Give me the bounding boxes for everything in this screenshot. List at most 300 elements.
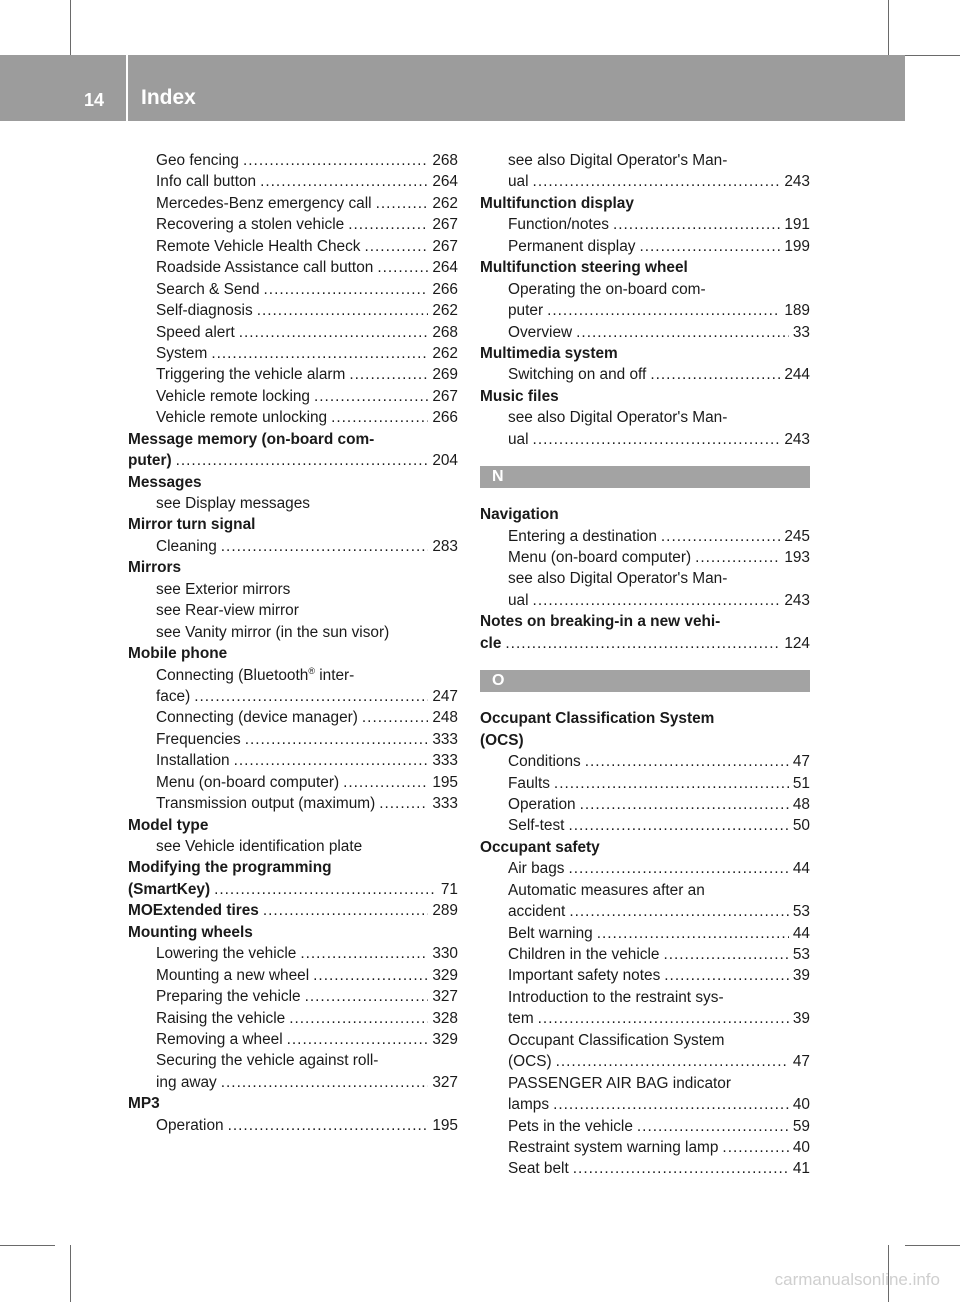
dot-leader (639, 236, 780, 257)
entry-text: accident (508, 903, 566, 921)
index-entry (128, 1115, 458, 1136)
entry-text: see Display messages (156, 495, 310, 512)
page-reference: 267 (432, 237, 458, 255)
index-entry (128, 493, 458, 514)
entry-text: see also Digital Operator's Man- (508, 152, 728, 169)
dot-leader (214, 879, 437, 900)
entry-text: Connecting (device manager) (156, 709, 358, 727)
crop-mark (0, 1245, 55, 1246)
dot-leader (314, 386, 428, 407)
dot-leader (573, 1158, 789, 1179)
index-heading (480, 837, 810, 858)
section-letter-bar: N (480, 466, 810, 488)
page-reference: 53 (792, 946, 810, 963)
page-reference: 262 (432, 344, 458, 362)
entry-text: Switching on and off (508, 366, 647, 384)
entry-text: face) (156, 687, 191, 705)
index-entry (480, 279, 810, 300)
index-entry (480, 1094, 810, 1115)
page-reference: 269 (432, 366, 458, 384)
dot-leader (313, 965, 428, 986)
index-entry (128, 257, 458, 278)
page-number: 14 (84, 90, 105, 110)
index-entry (128, 665, 458, 686)
dot-leader (379, 793, 428, 814)
index-heading (480, 386, 810, 407)
watermark: carmanualsonline.info (774, 1270, 940, 1289)
entry-text: lamps (508, 1096, 550, 1114)
page-reference: 193 (784, 549, 810, 566)
entry-text: Faults (508, 774, 550, 792)
index-entry (128, 236, 458, 257)
entry-text: Removing a wheel (156, 1030, 283, 1048)
page-reference: 266 (432, 280, 458, 298)
entry-text: MOExtended tires (128, 902, 259, 920)
entry-text: tem (508, 1010, 534, 1028)
page-reference: 195 (432, 773, 458, 791)
entry-text: Mobile phone (128, 645, 228, 663)
dot-leader (343, 772, 428, 793)
entry-text: Children in the vehicle (508, 946, 660, 963)
entry-text: puter) (128, 452, 172, 470)
index-entry (128, 1050, 458, 1071)
page-reference: 264 (432, 259, 458, 277)
index-entry (128, 1008, 458, 1029)
index-entry (480, 773, 810, 794)
index-entry (480, 429, 810, 450)
index-entry (128, 1072, 458, 1093)
dot-leader (194, 686, 428, 707)
index-heading (128, 557, 458, 578)
page-title: Index (141, 86, 196, 109)
index-heading (128, 879, 458, 900)
dot-leader (221, 536, 429, 557)
index-entry (480, 547, 810, 568)
index-heading (480, 504, 810, 525)
dot-leader (377, 257, 428, 278)
entry-text: Occupant safety (480, 838, 600, 856)
entry-text: Recovering a stolen vehicle (156, 216, 345, 234)
dot-leader (568, 858, 788, 879)
entry-text: Vehicle remote locking (156, 387, 310, 405)
index-entry (480, 364, 810, 385)
page-reference: 51 (792, 774, 810, 792)
dot-leader (553, 1094, 789, 1115)
page-reference: 328 (432, 1009, 458, 1027)
page-reference: 40 (792, 1138, 810, 1156)
dot-leader (264, 279, 429, 300)
index-entry (480, 568, 810, 589)
index-entry (128, 772, 458, 793)
crop-mark (70, 0, 71, 55)
entry-text: ual (508, 430, 529, 448)
dot-leader (533, 429, 781, 450)
index-entry (128, 579, 458, 600)
index-entry (480, 987, 810, 1008)
index-entry (128, 943, 458, 964)
entry-text: Self-diagnosis (156, 302, 253, 320)
entry-text: Introduction to the restraint sys- (508, 988, 724, 1006)
entry-text: Restraint system warning lamp (508, 1138, 719, 1156)
dot-leader (695, 547, 780, 568)
index-entry (480, 407, 810, 428)
page-reference: 244 (784, 366, 810, 384)
entry-text: Info call button (156, 173, 257, 191)
page-reference: 59 (792, 1117, 810, 1135)
entry-text: ual (508, 173, 529, 191)
page-reference: 44 (792, 924, 810, 942)
entry-text: Raising the vehicle (156, 1009, 286, 1027)
index-entry (480, 300, 810, 321)
index-entry (128, 364, 458, 385)
page-reference: 262 (432, 194, 458, 212)
entry-text: Message memory (on-board com- (128, 430, 375, 448)
index-heading (480, 730, 810, 751)
index-heading (480, 633, 810, 654)
dot-leader (349, 364, 428, 385)
entry-text: Entering a destination (508, 527, 657, 545)
index-entry (480, 1030, 810, 1051)
dot-leader (211, 343, 428, 364)
entry-text: see Vehicle identification plate (156, 838, 363, 855)
dot-leader (533, 590, 781, 611)
entry-text: Permanent display (508, 237, 636, 255)
index-entry (480, 1073, 810, 1094)
entry-text: Preparing the vehicle (156, 988, 301, 1006)
entry-text: Multifunction steering wheel (480, 259, 688, 277)
dot-leader (554, 773, 789, 794)
entry-text: Mirror turn signal (128, 516, 256, 534)
dot-leader (176, 450, 429, 471)
dot-leader (289, 1008, 428, 1029)
index-entry (128, 386, 458, 407)
index-heading (480, 343, 810, 364)
entry-text: Navigation (480, 506, 559, 524)
index-entry (128, 622, 458, 643)
entry-text: Automatic measures after an (508, 881, 705, 899)
index-entry (128, 750, 458, 771)
page-reference: 248 (432, 709, 458, 727)
index-heading (128, 857, 458, 878)
dot-leader (239, 322, 429, 343)
entry-text: Messages (128, 473, 202, 491)
dot-leader (576, 322, 789, 343)
entry-text: Operation (156, 1116, 224, 1134)
entry-text: Notes on breaking-in a new vehi- (480, 613, 721, 631)
index-entry (128, 193, 458, 214)
entry-text: Overview (508, 323, 573, 341)
page-reference: 333 (432, 730, 458, 748)
page-reference: 283 (432, 537, 458, 555)
page-reference: 327 (432, 988, 458, 1006)
entry-text: Installation (156, 752, 230, 770)
index-heading (480, 257, 810, 278)
entry-text: Lowering the vehicle (156, 945, 297, 963)
index-entry (128, 793, 458, 814)
dot-leader (364, 236, 428, 257)
entry-text: Operation (508, 795, 576, 813)
page-reference: 289 (432, 902, 458, 920)
index-entry (128, 150, 458, 171)
page-reference: 245 (784, 527, 810, 545)
entry-text: Conditions (508, 753, 581, 771)
dot-leader (362, 707, 428, 728)
entry-text: Cleaning (156, 537, 217, 555)
dot-leader (650, 364, 780, 385)
index-entry (128, 322, 458, 343)
entry-text: see Vanity mirror (in the sun visor) (156, 623, 390, 641)
index-heading (128, 514, 458, 535)
entry-text: (OCS) (480, 731, 524, 749)
index-entry (480, 1137, 810, 1158)
entry-text: Speed alert (156, 323, 235, 341)
dot-leader (663, 944, 788, 965)
dot-leader (547, 300, 780, 321)
entry-text: see also Digital Operator's Man- (508, 570, 728, 588)
page-reference: 243 (784, 430, 810, 448)
page-reference: 44 (792, 860, 810, 878)
page-reference: 264 (432, 173, 458, 191)
entry-text: Occupant Classification System (508, 1031, 725, 1049)
page-reference: 247 (432, 687, 458, 705)
index-entry (128, 729, 458, 750)
page-reference: 329 (432, 966, 458, 984)
dot-leader (287, 1029, 429, 1050)
entry-text: Important safety notes (508, 967, 661, 985)
index-entry (480, 901, 810, 922)
page-reference: 124 (784, 634, 810, 652)
dot-leader (300, 943, 428, 964)
index-entry (128, 686, 458, 707)
dot-leader (661, 526, 780, 547)
entry-text: Air bags (508, 860, 565, 878)
page-reference: 268 (432, 152, 458, 169)
page-reference: 262 (432, 302, 458, 320)
page-reference: 327 (432, 1073, 458, 1091)
index-heading (128, 450, 458, 471)
page-reference: 329 (432, 1030, 458, 1048)
dot-leader (585, 751, 789, 772)
page-reference: 47 (792, 753, 810, 771)
index-heading (128, 1093, 458, 1114)
entry-text: see Rear-view mirror (156, 602, 299, 620)
index-entry (480, 858, 810, 879)
index-entry (128, 965, 458, 986)
page-reference: 268 (432, 323, 458, 341)
page-reference: 191 (784, 216, 810, 234)
entry-text: Vehicle remote unlocking (156, 409, 328, 427)
index-entry (128, 214, 458, 235)
index-heading (128, 472, 458, 493)
index-heading (128, 922, 458, 943)
dot-leader (257, 300, 429, 321)
index-entry (480, 815, 810, 836)
entry-text: see also Digital Operator's Man- (508, 409, 728, 427)
index-heading (128, 815, 458, 836)
index-entry (480, 751, 810, 772)
entry-text: (OCS) (508, 1053, 552, 1071)
entry-text: Mounting wheels (128, 923, 253, 941)
index-entry (480, 1116, 810, 1137)
page-reference: 47 (792, 1053, 810, 1071)
dot-leader (243, 150, 428, 171)
index-heading (128, 643, 458, 664)
dot-leader (348, 214, 428, 235)
page-reference: 267 (432, 216, 458, 234)
dot-leader (505, 633, 780, 654)
index-entry (480, 150, 810, 171)
entry-text: Mercedes-Benz emergency call (156, 194, 372, 212)
index-entry (480, 965, 810, 986)
page-reference: 189 (784, 302, 810, 320)
page-reference: 41 (792, 1160, 810, 1178)
entry-text: Modifying the programming (128, 859, 332, 877)
crop-mark (888, 0, 889, 55)
entry-text: Menu (on-board computer) (156, 773, 340, 791)
dot-leader (722, 1137, 788, 1158)
dot-leader (331, 407, 428, 428)
index-entry (128, 300, 458, 321)
entry-text: Operating the on-board com- (508, 280, 706, 298)
index-heading (480, 708, 810, 729)
entry-text: MP3 (128, 1095, 160, 1113)
entry-text: Occupant Classification System (480, 710, 715, 728)
page-reference: 39 (792, 1010, 810, 1028)
page-reference: 204 (432, 452, 458, 470)
page-reference: 195 (432, 1116, 458, 1134)
index-entry (480, 1008, 810, 1029)
page-reference: 53 (792, 903, 810, 921)
index-heading (128, 900, 458, 921)
index-entry (480, 322, 810, 343)
entry-text: Remote Vehicle Health Check (156, 237, 361, 255)
index-entry (128, 1029, 458, 1050)
entry-text: cle (480, 634, 502, 652)
dot-leader (376, 193, 429, 214)
index-entry (128, 343, 458, 364)
entry-text: Music files (480, 387, 559, 405)
entry-text: Mirrors (128, 559, 182, 577)
page-reference: 71 (440, 880, 458, 898)
page-reference: 243 (784, 173, 810, 191)
entry-text: Transmission output (maximum) (156, 795, 376, 813)
entry-text: Seat belt (508, 1160, 569, 1178)
index-entry (480, 1158, 810, 1179)
dot-leader (260, 171, 428, 192)
index-entry (480, 880, 810, 901)
page-reference: 333 (432, 752, 458, 770)
entry-text: Function/notes (508, 216, 609, 234)
dot-leader (637, 1116, 789, 1137)
dot-leader (568, 815, 788, 836)
entry-text: Multifunction display (480, 194, 634, 212)
dot-leader (228, 1115, 429, 1136)
page-reference: 39 (792, 967, 810, 985)
entry-text: Connecting (Bluetooth® inter- (156, 665, 355, 684)
index-column-right (480, 150, 810, 1180)
page-reference: 330 (432, 945, 458, 963)
index-entry (480, 214, 810, 235)
entry-text: Roadside Assistance call button (156, 259, 374, 277)
index-entry (480, 171, 810, 192)
entry-text: Belt warning (508, 924, 593, 942)
index-entry (128, 986, 458, 1007)
crop-mark (70, 1245, 71, 1302)
entry-text: Securing the vehicle against roll- (156, 1052, 379, 1070)
index-entry (128, 407, 458, 428)
entry-text: PASSENGER AIR BAG indicator (508, 1074, 731, 1092)
page-reference: 50 (792, 817, 810, 835)
index-heading (480, 611, 810, 632)
dot-leader (234, 750, 429, 771)
entry-text: puter (508, 302, 544, 320)
entry-text: Frequencies (156, 730, 241, 748)
dot-leader (569, 901, 789, 922)
crop-mark (905, 55, 960, 56)
entry-text: Pets in the vehicle (508, 1117, 633, 1135)
index-entry (480, 944, 810, 965)
entry-text: Triggering the vehicle alarm (156, 366, 346, 384)
dot-leader (538, 1008, 789, 1029)
entry-text: System (156, 344, 208, 362)
index-entry (480, 590, 810, 611)
dot-leader (533, 171, 781, 192)
index-entry (480, 236, 810, 257)
page-reference: 40 (792, 1096, 810, 1114)
entry-text: ing away (156, 1073, 217, 1091)
dot-leader (613, 214, 780, 235)
index-entry (480, 526, 810, 547)
index-entry (128, 600, 458, 621)
page-reference: 33 (792, 323, 810, 341)
page-reference: 48 (792, 795, 810, 813)
page-reference: 199 (784, 237, 810, 255)
page-header (0, 55, 905, 121)
entry-text: Search & Send (156, 280, 260, 298)
dot-leader (263, 900, 428, 921)
entry-text: (SmartKey) (128, 880, 211, 898)
index-entry (128, 707, 458, 728)
index-entry (480, 923, 810, 944)
entry-text: Self-test (508, 817, 565, 835)
entry-text: ual (508, 591, 529, 609)
entry-text: Multimedia system (480, 344, 618, 362)
index-entry (128, 836, 458, 857)
dot-leader (580, 794, 789, 815)
index-entry (128, 171, 458, 192)
index-entry (128, 536, 458, 557)
crop-mark (905, 1245, 960, 1246)
page-reference: 267 (432, 387, 458, 405)
index-entry (480, 794, 810, 815)
dot-leader (221, 1072, 429, 1093)
dot-leader (597, 923, 789, 944)
page-reference: 266 (432, 409, 458, 427)
index-entry (128, 279, 458, 300)
dot-leader (305, 986, 429, 1007)
page-reference: 333 (432, 795, 458, 813)
index-heading (128, 429, 458, 450)
dot-leader (556, 1051, 789, 1072)
index-entry (480, 1051, 810, 1072)
index-column-left (128, 150, 458, 1136)
entry-text: see Exterior mirrors (156, 580, 291, 598)
entry-text: Mounting a new wheel (156, 966, 310, 984)
section-letter-bar: O (480, 670, 810, 692)
page-reference: 243 (784, 591, 810, 609)
index-heading (480, 193, 810, 214)
dot-leader (245, 729, 429, 750)
